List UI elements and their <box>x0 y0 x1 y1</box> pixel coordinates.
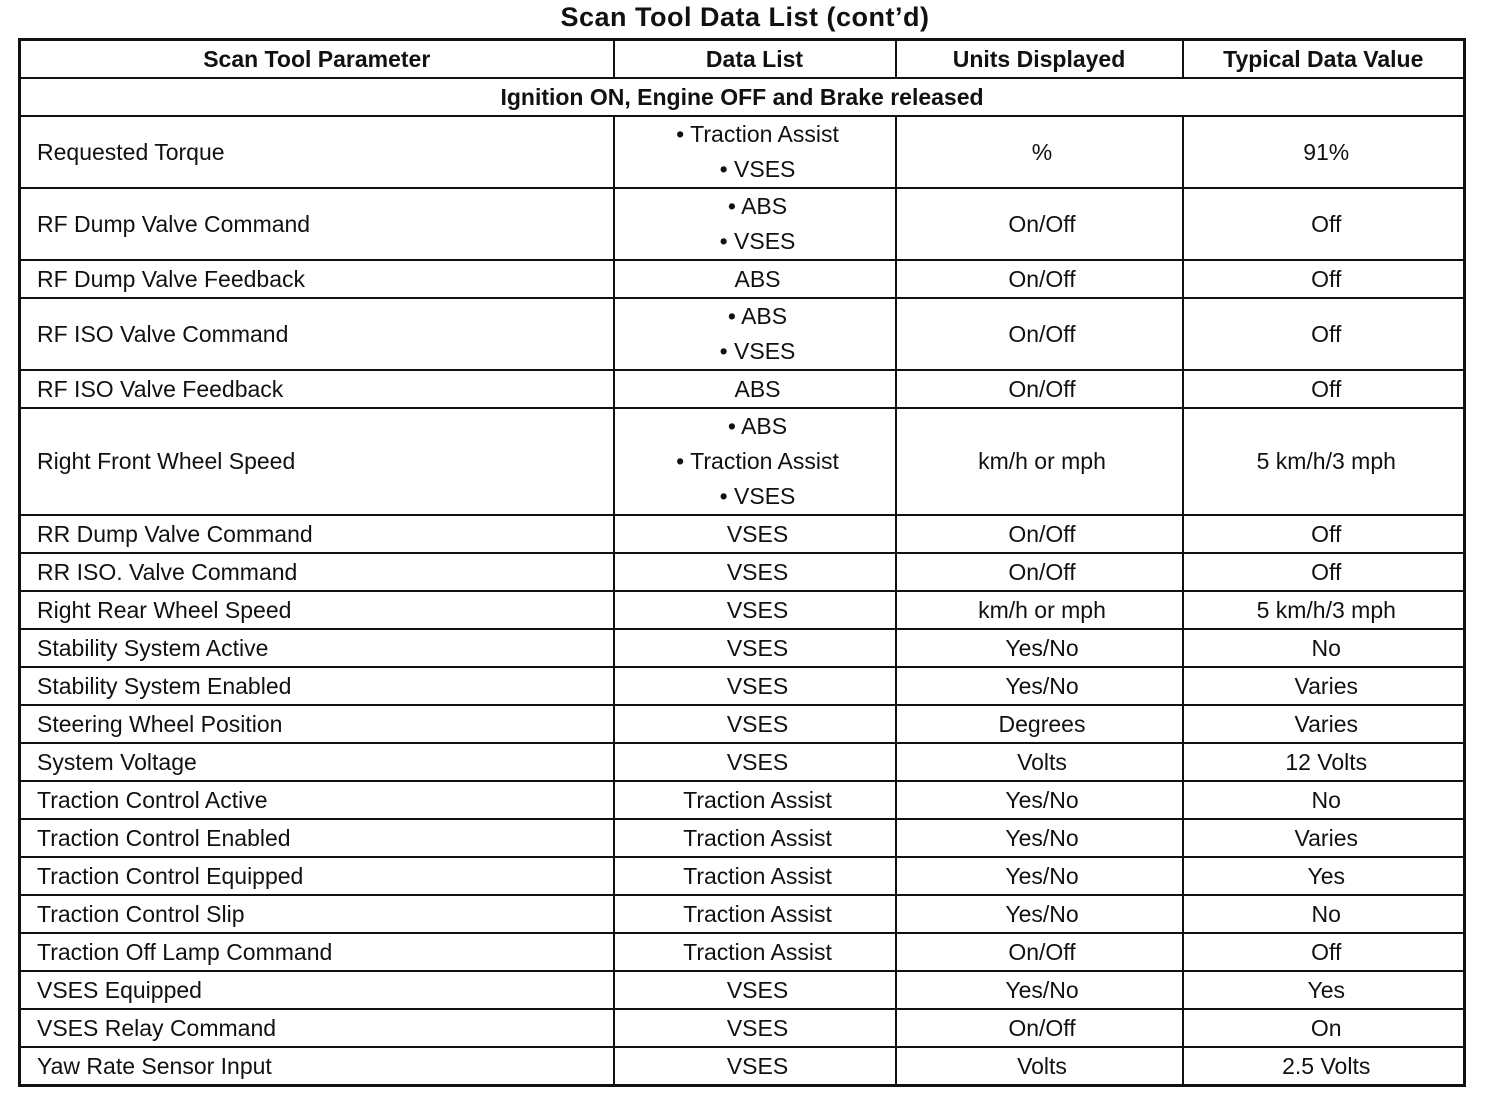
header-units-displayed: Units Displayed <box>896 40 1183 79</box>
cell-parameter: RF Dump Valve Feedback <box>20 260 614 298</box>
cell-units: Yes/No <box>896 667 1183 705</box>
cell-data-list <box>614 743 896 781</box>
data-list-items <box>631 1011 885 1046</box>
cell-parameter: Yaw Rate Sensor Input <box>20 1047 614 1086</box>
cell-typical-value: 91% <box>1183 116 1465 188</box>
cell-parameter: Requested Torque <box>20 116 614 188</box>
data-list-item: VSES <box>726 672 789 699</box>
cell-units: Volts <box>896 1047 1183 1086</box>
cell-parameter: VSES Relay Command <box>20 1009 614 1047</box>
cell-data-list <box>614 408 896 515</box>
cell-parameter: Steering Wheel Position <box>20 705 614 743</box>
table-row <box>20 1009 1465 1047</box>
scan-tool-data-table <box>18 38 1466 1087</box>
cell-parameter: RF Dump Valve Command <box>20 188 614 260</box>
data-list-item: ABS <box>734 265 781 292</box>
table-row <box>20 515 1465 553</box>
table-row <box>20 895 1465 933</box>
data-list-item: • Traction Assist <box>676 121 839 147</box>
header-typical-data-value: Typical Data Value <box>1183 40 1465 79</box>
cell-data-list <box>614 781 896 819</box>
cell-data-list <box>614 933 896 971</box>
header-scan-tool-parameter: Scan Tool Parameter <box>20 40 614 79</box>
cell-parameter: RR ISO. Valve Command <box>20 553 614 591</box>
data-list-items <box>631 555 885 590</box>
cell-units: On/Off <box>896 1009 1183 1047</box>
table-row <box>20 933 1465 971</box>
table-row <box>20 629 1465 667</box>
cell-data-list <box>614 1047 896 1086</box>
data-list-items <box>631 593 885 628</box>
cell-units: On/Off <box>896 515 1183 553</box>
cell-typical-value: Yes <box>1183 857 1465 895</box>
table-row <box>20 408 1465 515</box>
data-list-items <box>631 935 885 970</box>
cell-units: Yes/No <box>896 629 1183 667</box>
cell-units: Degrees <box>896 705 1183 743</box>
cell-data-list <box>614 629 896 667</box>
cell-data-list <box>614 1009 896 1047</box>
cell-typical-value: No <box>1183 895 1465 933</box>
table-row <box>20 743 1465 781</box>
cell-units: Volts <box>896 743 1183 781</box>
cell-data-list <box>614 553 896 591</box>
data-list-item: VSES <box>726 710 789 737</box>
data-list-item: VSES <box>726 520 789 547</box>
section-row <box>20 78 1465 116</box>
cell-data-list <box>614 260 896 298</box>
cell-typical-value: No <box>1183 629 1465 667</box>
data-list-items <box>631 189 885 259</box>
cell-parameter: Right Rear Wheel Speed <box>20 591 614 629</box>
cell-typical-value: Varies <box>1183 667 1465 705</box>
cell-parameter: RF ISO Valve Feedback <box>20 370 614 408</box>
data-list-items <box>631 262 885 297</box>
cell-typical-value: Off <box>1183 188 1465 260</box>
cell-data-list <box>614 971 896 1009</box>
cell-units: On/Off <box>896 370 1183 408</box>
data-list-item: Traction Assist <box>683 938 832 965</box>
cell-units: Yes/No <box>896 819 1183 857</box>
data-list-item: • ABS <box>727 193 788 219</box>
table-row <box>20 370 1465 408</box>
data-list-items <box>631 707 885 742</box>
cell-parameter: Stability System Enabled <box>20 667 614 705</box>
cell-typical-value: Yes <box>1183 971 1465 1009</box>
cell-units: On/Off <box>896 188 1183 260</box>
section-label: Ignition ON, Engine OFF and Brake released <box>20 78 1465 116</box>
data-list-items <box>631 973 885 1008</box>
cell-typical-value: Off <box>1183 515 1465 553</box>
data-list-item: VSES <box>726 558 789 585</box>
cell-typical-value: 2.5 Volts <box>1183 1047 1465 1086</box>
cell-units: Yes/No <box>896 857 1183 895</box>
cell-units: On/Off <box>896 260 1183 298</box>
data-list-items <box>631 372 885 407</box>
table-row <box>20 705 1465 743</box>
table-row <box>20 781 1465 819</box>
data-list-item: • Traction Assist <box>676 448 839 474</box>
data-list-item: VSES <box>726 1052 789 1079</box>
data-list-item: Traction Assist <box>683 900 832 927</box>
data-list-items <box>631 897 885 932</box>
data-list-item: • ABS <box>727 303 788 329</box>
cell-units: % <box>896 116 1183 188</box>
table-row <box>20 260 1465 298</box>
data-list-item: VSES <box>726 596 789 623</box>
cell-data-list <box>614 705 896 743</box>
data-list-item: • VSES <box>719 156 796 182</box>
cell-parameter: Stability System Active <box>20 629 614 667</box>
data-list-item: ABS <box>734 375 781 402</box>
data-list-item: • ABS <box>727 413 788 439</box>
cell-parameter: Traction Control Active <box>20 781 614 819</box>
data-list-items <box>631 409 885 514</box>
data-list-item: VSES <box>726 634 789 661</box>
header-row <box>20 40 1465 79</box>
cell-typical-value: Varies <box>1183 705 1465 743</box>
table-row <box>20 298 1465 370</box>
cell-typical-value: 12 Volts <box>1183 743 1465 781</box>
cell-units: On/Off <box>896 553 1183 591</box>
table-row <box>20 1047 1465 1086</box>
data-list-items <box>631 117 885 187</box>
cell-units: Yes/No <box>896 781 1183 819</box>
cell-data-list <box>614 591 896 629</box>
cell-data-list <box>614 667 896 705</box>
table-row <box>20 819 1465 857</box>
table-row <box>20 188 1465 260</box>
cell-parameter: System Voltage <box>20 743 614 781</box>
data-list-item: • VSES <box>719 338 796 364</box>
cell-data-list <box>614 515 896 553</box>
table-row <box>20 591 1465 629</box>
cell-data-list <box>614 116 896 188</box>
data-list-item: Traction Assist <box>683 862 832 889</box>
data-list-item: • VSES <box>719 483 796 509</box>
table-row <box>20 971 1465 1009</box>
cell-units: Yes/No <box>896 895 1183 933</box>
page-title: Scan Tool Data List (cont’d) <box>560 2 930 32</box>
table-row <box>20 116 1465 188</box>
data-list-items <box>631 1049 885 1084</box>
data-list-item: VSES <box>726 976 789 1003</box>
cell-data-list <box>614 188 896 260</box>
data-list-items <box>631 783 885 818</box>
data-list-items <box>631 745 885 780</box>
cell-typical-value: 5 km/h/3 mph <box>1183 408 1465 515</box>
cell-parameter: RR Dump Valve Command <box>20 515 614 553</box>
cell-typical-value: Off <box>1183 260 1465 298</box>
data-list-items <box>631 669 885 704</box>
cell-typical-value: Off <box>1183 370 1465 408</box>
header-data-list: Data List <box>614 40 896 79</box>
cell-typical-value: No <box>1183 781 1465 819</box>
table-row <box>20 857 1465 895</box>
cell-parameter: Traction Control Enabled <box>20 819 614 857</box>
cell-parameter: VSES Equipped <box>20 971 614 1009</box>
cell-data-list <box>614 819 896 857</box>
cell-data-list <box>614 298 896 370</box>
cell-units: On/Off <box>896 298 1183 370</box>
cell-parameter: RF ISO Valve Command <box>20 298 614 370</box>
table-header <box>20 40 1465 79</box>
cell-parameter: Right Front Wheel Speed <box>20 408 614 515</box>
data-list-item: • VSES <box>719 228 796 254</box>
cell-units: Yes/No <box>896 971 1183 1009</box>
data-list-item: Traction Assist <box>683 786 832 813</box>
cell-data-list <box>614 895 896 933</box>
table-row <box>20 553 1465 591</box>
data-list-item: VSES <box>726 1014 789 1041</box>
cell-parameter: Traction Control Equipped <box>20 857 614 895</box>
data-list-items <box>631 859 885 894</box>
cell-typical-value: Off <box>1183 553 1465 591</box>
data-list-items <box>631 821 885 856</box>
cell-parameter: Traction Off Lamp Command <box>20 933 614 971</box>
cell-typical-value: On <box>1183 1009 1465 1047</box>
cell-units: km/h or mph <box>896 408 1183 515</box>
table-body <box>20 78 1465 1086</box>
cell-units: On/Off <box>896 933 1183 971</box>
cell-typical-value: Off <box>1183 933 1465 971</box>
data-list-item: VSES <box>726 748 789 775</box>
cell-typical-value: Off <box>1183 298 1465 370</box>
cell-data-list <box>614 370 896 408</box>
cell-data-list <box>614 857 896 895</box>
table-row <box>20 667 1465 705</box>
cell-typical-value: Varies <box>1183 819 1465 857</box>
cell-parameter: Traction Control Slip <box>20 895 614 933</box>
cell-typical-value: 5 km/h/3 mph <box>1183 591 1465 629</box>
data-list-items <box>631 299 885 369</box>
data-list-items <box>631 631 885 666</box>
data-list-items <box>631 517 885 552</box>
data-list-item: Traction Assist <box>683 824 832 851</box>
cell-units: km/h or mph <box>896 591 1183 629</box>
